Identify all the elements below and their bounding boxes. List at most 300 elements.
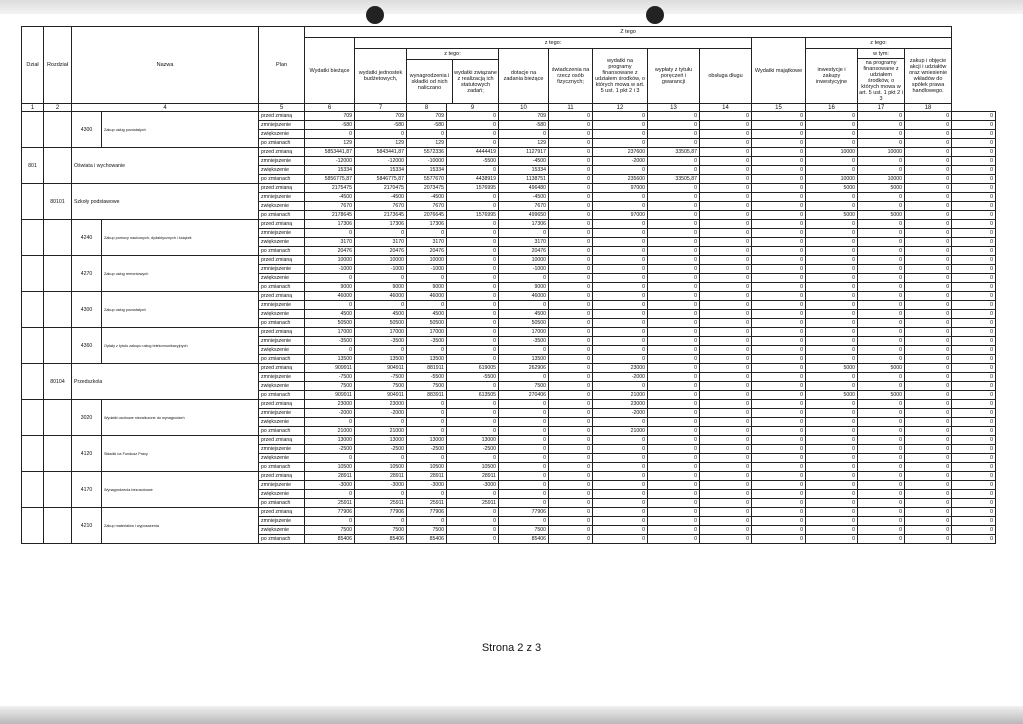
value-cell: 0: [806, 319, 858, 328]
value-cell: 13500: [305, 355, 355, 364]
paragraph-code: 4240: [72, 220, 102, 256]
change-type-label: po zmianach: [259, 535, 305, 544]
value-cell: 0: [549, 499, 593, 508]
value-cell: 50500: [407, 319, 447, 328]
value-cell: 0: [355, 229, 407, 238]
value-cell: 0: [648, 274, 700, 283]
value-cell: 0: [447, 310, 499, 319]
value-cell: 0: [407, 229, 447, 238]
value-cell: 0: [549, 364, 593, 373]
change-type-label: zmniejszenie: [259, 301, 305, 310]
value-cell: -580: [305, 121, 355, 130]
paragraph-code: 4170: [72, 472, 102, 508]
value-cell: 0: [648, 292, 700, 301]
value-cell: 10000: [806, 175, 858, 184]
value-cell: 21000: [593, 391, 648, 400]
value-cell: 0: [447, 229, 499, 238]
value-cell: 0: [700, 211, 752, 220]
value-cell: 20476: [407, 247, 447, 256]
value-cell: 23000: [593, 400, 648, 409]
value-cell: 3170: [407, 238, 447, 247]
value-cell: 0: [752, 328, 806, 337]
rozdzial-cell: [44, 508, 72, 544]
value-cell: 0: [952, 445, 996, 454]
value-cell: 0: [806, 229, 858, 238]
value-cell: 0: [752, 121, 806, 130]
value-cell: 0: [905, 472, 952, 481]
change-type-label: przed zmianą: [259, 472, 305, 481]
value-cell: 0: [858, 508, 905, 517]
value-cell: 25911: [355, 499, 407, 508]
value-cell: 0: [858, 481, 905, 490]
dzial-cell: [22, 184, 44, 220]
value-cell: 13000: [407, 436, 447, 445]
value-cell: 0: [858, 193, 905, 202]
value-cell: 7670: [355, 202, 407, 211]
value-cell: 0: [593, 238, 648, 247]
table-row: [22, 292, 996, 301]
header-w-tym: w tym:: [858, 50, 904, 59]
dzial-cell: [22, 112, 44, 148]
table-body: [22, 112, 996, 544]
value-cell: 0: [648, 454, 700, 463]
value-cell: 0: [305, 454, 355, 463]
value-cell: 0: [549, 328, 593, 337]
value-cell: 21000: [593, 427, 648, 436]
change-type-label: po zmianach: [259, 499, 305, 508]
value-cell: 0: [700, 337, 752, 346]
value-cell: 0: [700, 418, 752, 427]
value-cell: 0: [905, 355, 952, 364]
value-cell: 0: [905, 445, 952, 454]
value-cell: 0: [858, 373, 905, 382]
value-cell: 0: [806, 472, 858, 481]
header-z-tego-2: z tego:: [407, 49, 498, 60]
value-cell: 0: [700, 481, 752, 490]
value-cell: 0: [700, 463, 752, 472]
value-cell: 0: [648, 481, 700, 490]
value-cell: 0: [549, 292, 593, 301]
value-cell: 0: [905, 220, 952, 229]
value-cell: 0: [752, 499, 806, 508]
value-cell: 17306: [305, 220, 355, 229]
value-cell: 10000: [407, 256, 447, 265]
value-cell: 0: [858, 337, 905, 346]
value-cell: -1000: [499, 265, 549, 274]
item-name: Przedszkola: [72, 364, 259, 400]
value-cell: 10500: [407, 463, 447, 472]
value-cell: 0: [752, 166, 806, 175]
value-cell: 0: [407, 409, 447, 418]
change-type-label: przed zmianą: [259, 508, 305, 517]
value-cell: 0: [593, 454, 648, 463]
value-cell: 0: [905, 247, 952, 256]
value-cell: 0: [700, 130, 752, 139]
value-cell: 0: [952, 535, 996, 544]
change-type-label: zwiększenie: [259, 130, 305, 139]
item-name: Zakup materiałów i wyposażenia: [102, 508, 259, 544]
value-cell: 0: [305, 130, 355, 139]
value-cell: 0: [806, 238, 858, 247]
value-cell: 0: [447, 454, 499, 463]
value-cell: 0: [752, 364, 806, 373]
value-cell: 0: [593, 193, 648, 202]
value-cell: 0: [700, 139, 752, 148]
value-cell: 0: [752, 301, 806, 310]
value-cell: 0: [499, 490, 549, 499]
value-cell: 0: [752, 211, 806, 220]
value-cell: 7500: [499, 526, 549, 535]
value-cell: 0: [905, 283, 952, 292]
value-cell: 0: [752, 409, 806, 418]
value-cell: 5000: [806, 364, 858, 373]
value-cell: 0: [952, 265, 996, 274]
value-cell: 0: [858, 490, 905, 499]
punch-hole-right: [646, 6, 664, 24]
value-cell: 0: [752, 112, 806, 121]
value-cell: 0: [499, 427, 549, 436]
page-footer: Strona 2 z 3: [481, 642, 542, 654]
value-cell: 0: [752, 247, 806, 256]
value-cell: 0: [549, 400, 593, 409]
value-cell: 0: [700, 184, 752, 193]
value-cell: 0: [806, 337, 858, 346]
column-number: 6: [305, 104, 355, 112]
value-cell: 0: [905, 319, 952, 328]
value-cell: 0: [648, 166, 700, 175]
value-cell: 0: [858, 319, 905, 328]
value-cell: 5853441,87: [305, 148, 355, 157]
value-cell: 0: [648, 328, 700, 337]
value-cell: -3500: [305, 337, 355, 346]
header-group-jednostek: [407, 49, 499, 104]
change-type-label: zmniejszenie: [259, 265, 305, 274]
rozdzial-cell: [44, 400, 72, 436]
value-cell: -580: [407, 121, 447, 130]
value-cell: -5500: [447, 157, 499, 166]
dzial-cell: [22, 220, 44, 256]
value-cell: 10000: [806, 148, 858, 157]
value-cell: 0: [858, 265, 905, 274]
column-number: 10: [499, 104, 549, 112]
rozdzial-cell: [44, 328, 72, 364]
value-cell: 0: [858, 463, 905, 472]
header-plan: Plan: [259, 27, 305, 104]
value-cell: 0: [648, 121, 700, 130]
value-cell: 0: [549, 139, 593, 148]
value-cell: 0: [593, 283, 648, 292]
value-cell: 0: [752, 355, 806, 364]
change-type-label: zwiększenie: [259, 454, 305, 463]
value-cell: 0: [549, 220, 593, 229]
value-cell: 0: [905, 337, 952, 346]
value-cell: 0: [593, 139, 648, 148]
column-number: 16: [806, 104, 858, 112]
value-cell: 0: [447, 265, 499, 274]
value-cell: 0: [447, 247, 499, 256]
value-cell: 0: [806, 130, 858, 139]
value-cell: 0: [447, 409, 499, 418]
value-cell: 46000: [305, 292, 355, 301]
value-cell: 15334: [499, 166, 549, 175]
value-cell: 0: [648, 517, 700, 526]
value-cell: 0: [952, 211, 996, 220]
value-cell: 0: [858, 301, 905, 310]
value-cell: 0: [593, 418, 648, 427]
value-cell: 0: [499, 409, 549, 418]
value-cell: 0: [905, 184, 952, 193]
table-row: [22, 112, 996, 121]
column-number: 4: [72, 104, 259, 112]
value-cell: -2000: [593, 409, 648, 418]
value-cell: 0: [952, 121, 996, 130]
value-cell: 1576995: [447, 211, 499, 220]
value-cell: 0: [905, 166, 952, 175]
value-cell: 499650: [499, 211, 549, 220]
value-cell: 0: [752, 310, 806, 319]
paragraph-code: 4270: [72, 256, 102, 292]
value-cell: 0: [549, 229, 593, 238]
value-cell: 0: [806, 310, 858, 319]
value-cell: 0: [952, 454, 996, 463]
value-cell: 0: [447, 508, 499, 517]
value-cell: 619005: [447, 364, 499, 373]
value-cell: 28911: [447, 472, 499, 481]
value-cell: 0: [447, 418, 499, 427]
column-number: 13: [648, 104, 700, 112]
table-row: [22, 220, 996, 229]
value-cell: 0: [407, 454, 447, 463]
value-cell: 0: [806, 526, 858, 535]
value-cell: 0: [499, 130, 549, 139]
value-cell: 0: [905, 454, 952, 463]
value-cell: 0: [905, 427, 952, 436]
value-cell: 0: [700, 148, 752, 157]
paragraph-code: 4210: [72, 508, 102, 544]
value-cell: 0: [407, 418, 447, 427]
value-cell: 0: [593, 319, 648, 328]
value-cell: 0: [858, 436, 905, 445]
value-cell: 0: [648, 238, 700, 247]
table-row: [22, 364, 996, 373]
value-cell: 2173645: [355, 211, 407, 220]
value-cell: 9000: [499, 283, 549, 292]
value-cell: 0: [905, 265, 952, 274]
change-type-label: po zmianach: [259, 175, 305, 184]
value-cell: 0: [549, 319, 593, 328]
value-cell: 0: [952, 301, 996, 310]
value-cell: 0: [752, 238, 806, 247]
value-cell: 0: [905, 418, 952, 427]
value-cell: 0: [447, 166, 499, 175]
column-number: 17: [858, 104, 905, 112]
value-cell: 0: [858, 445, 905, 454]
value-cell: 0: [952, 184, 996, 193]
value-cell: 709: [305, 112, 355, 121]
value-cell: 0: [806, 166, 858, 175]
value-cell: 0: [858, 526, 905, 535]
value-cell: 0: [499, 454, 549, 463]
value-cell: 0: [752, 220, 806, 229]
value-cell: 25911: [407, 499, 447, 508]
value-cell: 0: [752, 346, 806, 355]
value-cell: 0: [905, 400, 952, 409]
column-number: 9: [447, 104, 499, 112]
table-row: [22, 256, 996, 265]
value-cell: 0: [752, 130, 806, 139]
value-cell: 0: [499, 346, 549, 355]
value-cell: 0: [806, 193, 858, 202]
value-cell: 25911: [447, 499, 499, 508]
value-cell: 0: [355, 130, 407, 139]
value-cell: 0: [752, 148, 806, 157]
item-name: Opłaty z tytułu zakupu usług telekomunikacyjnych: [102, 328, 259, 364]
change-type-label: przed zmianą: [259, 436, 305, 445]
value-cell: 0: [305, 517, 355, 526]
dzial-cell: [22, 436, 44, 472]
change-type-label: przed zmianą: [259, 292, 305, 301]
value-cell: 0: [806, 112, 858, 121]
change-type-label: zwiększenie: [259, 526, 305, 535]
value-cell: 0: [593, 355, 648, 364]
value-cell: 0: [752, 472, 806, 481]
value-cell: 0: [355, 274, 407, 283]
value-cell: 0: [593, 130, 648, 139]
value-cell: 0: [700, 436, 752, 445]
value-cell: 0: [858, 229, 905, 238]
value-cell: 0: [806, 274, 858, 283]
value-cell: 0: [593, 499, 648, 508]
value-cell: 0: [952, 247, 996, 256]
budget-table: [21, 26, 996, 544]
value-cell: 0: [905, 130, 952, 139]
value-cell: 21000: [355, 427, 407, 436]
value-cell: 0: [700, 490, 752, 499]
item-name: Zakup usług pozostałych: [102, 292, 259, 328]
value-cell: 0: [905, 112, 952, 121]
value-cell: 0: [305, 301, 355, 310]
value-cell: 1127917: [499, 148, 549, 157]
value-cell: 0: [355, 346, 407, 355]
column-number: 14: [700, 104, 752, 112]
value-cell: 0: [952, 391, 996, 400]
value-cell: 0: [806, 418, 858, 427]
dzial-cell: [22, 256, 44, 292]
value-cell: 0: [858, 274, 905, 283]
value-cell: 0: [549, 238, 593, 247]
value-cell: -3000: [407, 481, 447, 490]
value-cell: 0: [858, 247, 905, 256]
value-cell: 0: [499, 274, 549, 283]
value-cell: 0: [549, 454, 593, 463]
value-cell: 23000: [593, 364, 648, 373]
value-cell: 0: [549, 463, 593, 472]
value-cell: 0: [593, 526, 648, 535]
value-cell: 0: [305, 229, 355, 238]
value-cell: 0: [858, 382, 905, 391]
value-cell: 0: [806, 454, 858, 463]
header-z-tego-1: z tego:: [355, 38, 752, 49]
value-cell: 0: [499, 481, 549, 490]
value-cell: 0: [952, 202, 996, 211]
value-cell: 0: [648, 355, 700, 364]
value-cell: 0: [700, 499, 752, 508]
value-cell: 0: [858, 409, 905, 418]
value-cell: 0: [806, 400, 858, 409]
value-cell: 85406: [499, 535, 549, 544]
value-cell: 7500: [407, 526, 447, 535]
value-cell: 0: [549, 202, 593, 211]
value-cell: 0: [700, 301, 752, 310]
value-cell: 9000: [305, 283, 355, 292]
value-cell: 0: [700, 508, 752, 517]
value-cell: 77906: [305, 508, 355, 517]
value-cell: 0: [447, 112, 499, 121]
value-cell: -5500: [447, 373, 499, 382]
value-cell: 0: [905, 373, 952, 382]
value-cell: 5856775,87: [305, 175, 355, 184]
value-cell: 883911: [407, 391, 447, 400]
value-cell: 0: [407, 400, 447, 409]
value-cell: 77906: [355, 508, 407, 517]
value-cell: 0: [447, 193, 499, 202]
value-cell: -580: [499, 121, 549, 130]
value-cell: 5000: [806, 184, 858, 193]
value-cell: 0: [407, 274, 447, 283]
value-cell: 0: [648, 508, 700, 517]
value-cell: 9000: [355, 283, 407, 292]
value-cell: 0: [952, 238, 996, 247]
value-cell: 13500: [407, 355, 447, 364]
change-type-label: zwiększenie: [259, 274, 305, 283]
value-cell: 0: [499, 436, 549, 445]
value-cell: 23000: [305, 400, 355, 409]
value-cell: 0: [447, 535, 499, 544]
value-cell: 5000: [858, 391, 905, 400]
value-cell: 0: [952, 337, 996, 346]
value-cell: 17306: [499, 220, 549, 229]
value-cell: 0: [905, 328, 952, 337]
header-z-tego-top: Z tego: [305, 27, 952, 38]
value-cell: 0: [447, 121, 499, 130]
paragraph-code: 4360: [72, 328, 102, 364]
value-cell: 0: [648, 211, 700, 220]
value-cell: 0: [952, 472, 996, 481]
value-cell: 0: [752, 391, 806, 400]
header-akcje: zakup i objęcie akcji i udziałów oraz wniesienie wkładów do spółek prawa handlowego.: [905, 49, 952, 104]
value-cell: 0: [806, 427, 858, 436]
value-cell: 0: [355, 454, 407, 463]
header-programy: wydatki na programy finansowane z udziałem środków, o których mowa w art. 5 ust. 1 pkt 2 i 3: [593, 49, 648, 104]
value-cell: -5500: [407, 373, 447, 382]
value-cell: 0: [952, 130, 996, 139]
value-cell: 10000: [858, 175, 905, 184]
value-cell: 0: [593, 472, 648, 481]
value-cell: 0: [700, 535, 752, 544]
item-name: Szkoły podstawowe: [72, 184, 259, 220]
value-cell: 0: [752, 274, 806, 283]
value-cell: 0: [952, 409, 996, 418]
column-number: 7: [355, 104, 407, 112]
value-cell: 13000: [355, 436, 407, 445]
value-cell: 235600: [593, 175, 648, 184]
value-cell: 15334: [305, 166, 355, 175]
value-cell: 5000: [858, 211, 905, 220]
value-cell: 0: [752, 436, 806, 445]
value-cell: 5000: [806, 211, 858, 220]
value-cell: 23000: [355, 400, 407, 409]
value-cell: 0: [447, 328, 499, 337]
